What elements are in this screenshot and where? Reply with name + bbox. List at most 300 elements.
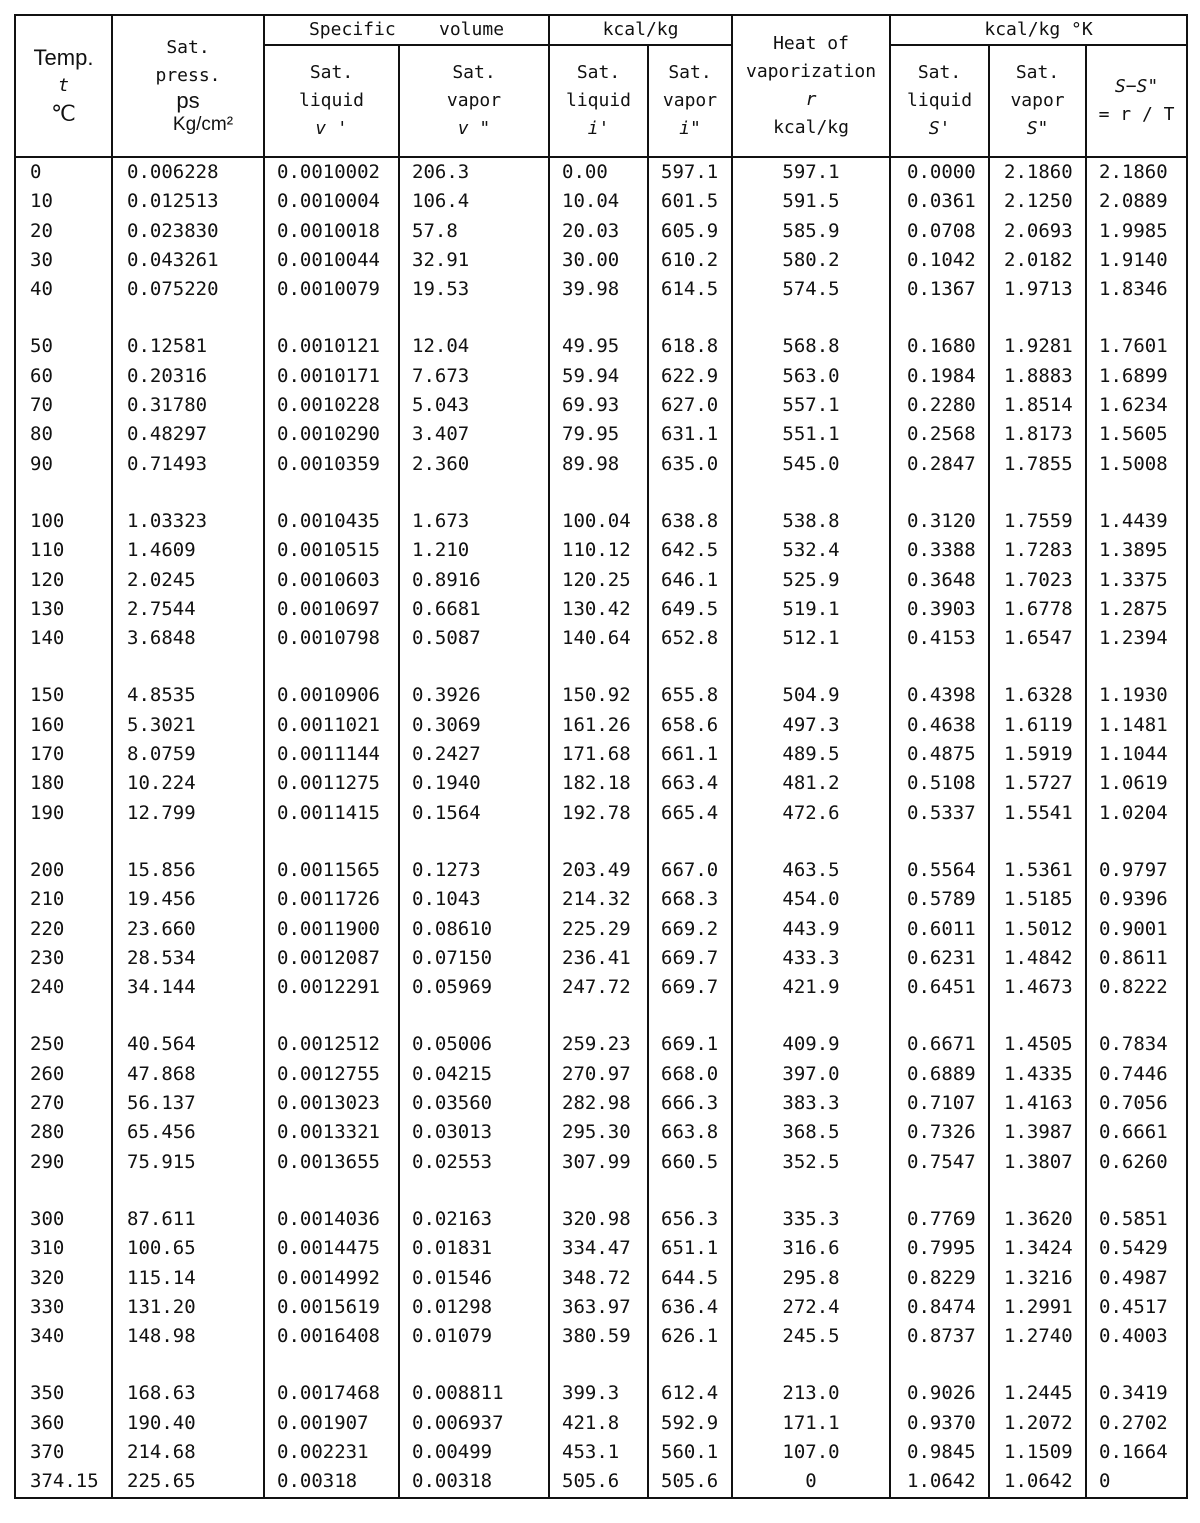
table-cell: 0.6451 (890, 973, 989, 1002)
table-cell: 0.0010171 (264, 362, 399, 391)
table-cell: 481.2 (732, 769, 890, 798)
table-cell: 2.1250 (989, 187, 1086, 216)
table-cell: 557.1 (732, 391, 890, 420)
header-sv-liquid-l2: liquid (298, 90, 365, 111)
table-cell: 250 (15, 1030, 112, 1059)
table-cell: 0.7446 (1086, 1060, 1187, 1089)
table-cell: 1.4505 (989, 1030, 1086, 1059)
table-cell: 57.8 (399, 217, 549, 246)
table-cell: 340 (15, 1322, 112, 1351)
table-cell: 236.41 (549, 944, 648, 973)
spacer-cell (648, 1351, 732, 1379)
spacer-cell (399, 304, 549, 332)
header-en-vapor-sym: i" (679, 118, 701, 139)
table-cell: 0.6011 (890, 915, 989, 944)
spacer-cell (15, 1002, 112, 1030)
table-cell: 563.0 (732, 362, 890, 391)
header-sv-vapor-sym: v " (457, 118, 491, 139)
table-cell: 320 (15, 1264, 112, 1293)
table-cell: 610.2 (648, 246, 732, 275)
table-cell: 1.6778 (989, 595, 1086, 624)
spacer-cell (399, 828, 549, 856)
table-cell: 131.20 (112, 1293, 264, 1322)
table-cell: 614.5 (648, 275, 732, 304)
table-cell: 0.6889 (890, 1060, 989, 1089)
table-cell: 1.9140 (1086, 246, 1187, 275)
table-cell: 0.0010121 (264, 332, 399, 361)
table-cell: 605.9 (648, 217, 732, 246)
spacer-cell (15, 653, 112, 681)
header-s-liquid-sym: S' (928, 118, 951, 139)
table-cell: 30 (15, 246, 112, 275)
spacer-cell (399, 1002, 549, 1030)
table-row (15, 1118, 1187, 1147)
table-row (15, 1293, 1187, 1322)
table-cell: 1.2875 (1086, 595, 1187, 624)
table-cell: 0.01079 (399, 1322, 549, 1351)
spacer-cell (264, 1002, 399, 1030)
table-cell: 50 (15, 332, 112, 361)
table-cell: 280 (15, 1118, 112, 1147)
table-cell: 0.5337 (890, 799, 989, 828)
spacer-cell (264, 479, 399, 507)
table-cell: 665.4 (648, 799, 732, 828)
table-cell: 1.3216 (989, 1264, 1086, 1293)
header-heat-vap-label1: Heat of (773, 33, 849, 54)
table-cell: 397.0 (732, 1060, 890, 1089)
table-cell: 585.9 (732, 217, 890, 246)
table-header (15, 15, 1187, 157)
table-cell: 368.5 (732, 1118, 890, 1147)
spacer-cell (648, 304, 732, 332)
table-cell: 370 (15, 1438, 112, 1467)
table-cell: 1.3424 (989, 1234, 1086, 1263)
spacer-cell (890, 304, 989, 332)
header-press-label2: press. (155, 65, 221, 86)
header-sv-vapor (399, 45, 549, 157)
table-cell: 1.6899 (1086, 362, 1187, 391)
table-cell: 1.9713 (989, 275, 1086, 304)
table-cell: 0.48297 (112, 420, 264, 449)
table-cell: 663.4 (648, 769, 732, 798)
table-cell: 0.043261 (112, 246, 264, 275)
spacer-cell (890, 653, 989, 681)
table-cell: 87.611 (112, 1205, 264, 1234)
table-cell: 206.3 (399, 157, 549, 187)
spacer-cell (399, 1177, 549, 1205)
header-s-vapor-l2: vapor (1010, 90, 1065, 111)
table-cell: 1.4439 (1086, 507, 1187, 536)
table-cell: 0.4517 (1086, 1293, 1187, 1322)
table-cell: 140.64 (549, 624, 648, 653)
table-cell: 348.72 (549, 1264, 648, 1293)
spacer-cell (264, 1351, 399, 1379)
spacer-cell (264, 828, 399, 856)
table-cell: 618.8 (648, 332, 732, 361)
spacer-cell (112, 304, 264, 332)
table-cell: 0.0010002 (264, 157, 399, 187)
header-sv-liquid (264, 45, 399, 157)
table-cell: 180 (15, 769, 112, 798)
table-cell: 5.3021 (112, 711, 264, 740)
table-cell: 335.3 (732, 1205, 890, 1234)
table-cell: 649.5 (648, 595, 732, 624)
table-cell: 0.0010435 (264, 507, 399, 536)
table-cell: 0.02553 (399, 1148, 549, 1177)
spacer-cell (648, 1002, 732, 1030)
table-cell: 0.0011565 (264, 856, 399, 885)
table-cell: 0.0010290 (264, 420, 399, 449)
spacer-cell (549, 828, 648, 856)
group-spacer (15, 828, 1187, 856)
table-cell: 316.6 (732, 1234, 890, 1263)
table-cell: 0.6681 (399, 595, 549, 624)
table-cell: 1.2072 (989, 1409, 1086, 1438)
header-en-liquid-l1: Sat. (576, 62, 621, 83)
table-cell: 0.08610 (399, 915, 549, 944)
table-cell: 89.98 (549, 450, 648, 479)
table-row (15, 1322, 1187, 1351)
table-cell: 0.008811 (399, 1379, 549, 1408)
table-cell: 0.0010515 (264, 536, 399, 565)
spacer-cell (112, 1002, 264, 1030)
table-cell: 489.5 (732, 740, 890, 769)
table-cell: 472.6 (732, 799, 890, 828)
table-row (15, 1438, 1187, 1467)
table-cell: 270.97 (549, 1060, 648, 1089)
table-cell: 190 (15, 799, 112, 828)
table-cell: 663.8 (648, 1118, 732, 1147)
spacer-cell (112, 828, 264, 856)
group-spacer (15, 304, 1187, 332)
spacer-cell (890, 479, 989, 507)
spacer-cell (890, 1002, 989, 1030)
table-cell: 380.59 (549, 1322, 648, 1351)
table-row (15, 1234, 1187, 1263)
table-cell: 443.9 (732, 915, 890, 944)
table-cell: 642.5 (648, 536, 732, 565)
header-specific-volume-label: Specific volume (308, 19, 505, 40)
table-cell: 0.0014036 (264, 1205, 399, 1234)
header-temp-label: Temp. (33, 45, 94, 70)
table-cell: 0.5564 (890, 856, 989, 885)
group-spacer (15, 479, 1187, 507)
table-cell: 0.5789 (890, 885, 989, 914)
table-cell: 0.6260 (1086, 1148, 1187, 1177)
header-press (112, 15, 264, 157)
table-cell: 214.68 (112, 1438, 264, 1467)
table-cell: 40.564 (112, 1030, 264, 1059)
table-cell: 0.7769 (890, 1205, 989, 1234)
spacer-cell (1086, 1351, 1187, 1379)
table-row (15, 536, 1187, 565)
spacer-cell (549, 1002, 648, 1030)
table-cell: 0.3388 (890, 536, 989, 565)
table-cell: 47.868 (112, 1060, 264, 1089)
table-cell: 225.29 (549, 915, 648, 944)
header-press-unit: Kg/cm² (172, 114, 234, 135)
table-cell: 65.456 (112, 1118, 264, 1147)
header-sv-liquid-sym: v ' (315, 118, 348, 139)
table-cell: 0.01298 (399, 1293, 549, 1322)
table-row (15, 1148, 1187, 1177)
spacer-cell (989, 304, 1086, 332)
table-cell: 0.02163 (399, 1205, 549, 1234)
table-cell: 0.7056 (1086, 1089, 1187, 1118)
table-cell: 171.68 (549, 740, 648, 769)
header-temp (15, 15, 112, 157)
table-cell: 627.0 (648, 391, 732, 420)
spacer-cell (112, 653, 264, 681)
table-cell: 0.0011415 (264, 799, 399, 828)
table-cell: 532.4 (732, 536, 890, 565)
spacer-cell (648, 479, 732, 507)
table-cell: 0.0011726 (264, 885, 399, 914)
table-cell: 0.4003 (1086, 1322, 1187, 1351)
table-cell: 668.0 (648, 1060, 732, 1089)
table-cell: 519.1 (732, 595, 890, 624)
table-cell: 0.20316 (112, 362, 264, 391)
header-heat-vap-label2: vaporization (746, 61, 877, 82)
header-press-label1: Sat. (166, 37, 210, 58)
table-cell: 1.7283 (989, 536, 1086, 565)
table-cell: 0.006228 (112, 157, 264, 187)
spacer-cell (1086, 1002, 1187, 1030)
table-cell: 644.5 (648, 1264, 732, 1293)
table-cell: 295.8 (732, 1264, 890, 1293)
spacer-cell (1086, 304, 1187, 332)
table-cell: 110.12 (549, 536, 648, 565)
table-cell: 655.8 (648, 681, 732, 710)
table-cell: 28.534 (112, 944, 264, 973)
table-cell: 0.0013655 (264, 1148, 399, 1177)
group-spacer (15, 1351, 1187, 1379)
table-cell: 4.8535 (112, 681, 264, 710)
table-cell: 1.5008 (1086, 450, 1187, 479)
spacer-cell (989, 1351, 1086, 1379)
table-cell: 15.856 (112, 856, 264, 885)
table-cell: 34.144 (112, 973, 264, 1002)
table-row (15, 1467, 1187, 1497)
spacer-cell (112, 1177, 264, 1205)
table-cell: 0.0010044 (264, 246, 399, 275)
table-cell: 32.91 (399, 246, 549, 275)
table-cell: 2.360 (399, 450, 549, 479)
spacer-cell (264, 653, 399, 681)
table-row (15, 217, 1187, 246)
table-cell: 0.00318 (399, 1467, 549, 1497)
header-sv-vapor-l2: vapor (446, 90, 502, 111)
table-cell: 0.07150 (399, 944, 549, 973)
table-cell: 1.2445 (989, 1379, 1086, 1408)
table-row (15, 711, 1187, 740)
spacer-cell (1086, 1177, 1187, 1205)
spacer-cell (15, 1177, 112, 1205)
table-cell: 1.6119 (989, 711, 1086, 740)
table-cell: 40 (15, 275, 112, 304)
spacer-cell (264, 304, 399, 332)
header-enthalpy-label: kcal/kg (602, 19, 679, 40)
table-cell: 0.05969 (399, 973, 549, 1002)
table-cell: 0.2427 (399, 740, 549, 769)
table-cell: 0.1043 (399, 885, 549, 914)
spacer-cell (732, 1351, 890, 1379)
table-cell: 0.2702 (1086, 1409, 1187, 1438)
table-cell: 1.673 (399, 507, 549, 536)
table-row (15, 740, 1187, 769)
table-cell: 0.002231 (264, 1438, 399, 1467)
spacer-cell (549, 653, 648, 681)
table-cell: 2.1860 (1086, 157, 1187, 187)
header-sv-liquid-l1: Sat. (309, 62, 354, 83)
header-s-liquid-l2: liquid (907, 90, 973, 111)
spacer-cell (549, 1177, 648, 1205)
table-cell: 0.001907 (264, 1409, 399, 1438)
table-cell: 245.5 (732, 1322, 890, 1351)
table-cell: 352.5 (732, 1148, 890, 1177)
table-cell: 203.49 (549, 856, 648, 885)
table-cell: 512.1 (732, 624, 890, 653)
table-cell: 0.1940 (399, 769, 549, 798)
table-cell: 0.6671 (890, 1030, 989, 1059)
table-row (15, 507, 1187, 536)
table-row (15, 1264, 1187, 1293)
table-row (15, 332, 1187, 361)
table-cell: 0.9396 (1086, 885, 1187, 914)
table-cell: 1.6328 (989, 681, 1086, 710)
table-cell: 1.0204 (1086, 799, 1187, 828)
table-cell: 1.5361 (989, 856, 1086, 885)
table-cell: 1.03323 (112, 507, 264, 536)
table-cell: 409.9 (732, 1030, 890, 1059)
table-cell: 597.1 (648, 157, 732, 187)
spacer-cell (989, 1002, 1086, 1030)
table-cell: 1.3375 (1086, 566, 1187, 595)
table-cell: 505.6 (648, 1467, 732, 1497)
table-cell: 0 (15, 157, 112, 187)
spacer-cell (1086, 653, 1187, 681)
header-s-diff-l2: = r / T (1098, 104, 1175, 125)
table-cell: 0.0010079 (264, 275, 399, 304)
table-cell: 8.0759 (112, 740, 264, 769)
table-cell: 0.0014992 (264, 1264, 399, 1293)
spacer-cell (399, 1351, 549, 1379)
table-cell: 0.01831 (399, 1234, 549, 1263)
table-cell: 0.0012291 (264, 973, 399, 1002)
table-cell: 2.0182 (989, 246, 1086, 275)
table-cell: 200 (15, 856, 112, 885)
table-cell: 0.0010359 (264, 450, 399, 479)
table-cell: 1.3807 (989, 1148, 1086, 1177)
table-cell: 75.915 (112, 1148, 264, 1177)
table-cell: 2.7544 (112, 595, 264, 624)
table-cell: 0.4638 (890, 711, 989, 740)
spacer-cell (549, 1351, 648, 1379)
table-cell: 140 (15, 624, 112, 653)
table-cell: 545.0 (732, 450, 890, 479)
table-cell: 0.4398 (890, 681, 989, 710)
table-cell: 592.9 (648, 1409, 732, 1438)
table-cell: 170 (15, 740, 112, 769)
table-cell: 612.4 (648, 1379, 732, 1408)
table-cell: 635.0 (648, 450, 732, 479)
table-cell: 1.4163 (989, 1089, 1086, 1118)
table-row (15, 450, 1187, 479)
header-heat-vap (732, 15, 890, 157)
table-cell: 505.6 (549, 1467, 648, 1497)
table-cell: 0.0012512 (264, 1030, 399, 1059)
table-cell: 0.3419 (1086, 1379, 1187, 1408)
table-cell: 2.0245 (112, 566, 264, 595)
table-cell: 1.4842 (989, 944, 1086, 973)
table-cell: 0.05006 (399, 1030, 549, 1059)
table-cell: 310 (15, 1234, 112, 1263)
spacer-cell (15, 479, 112, 507)
table-cell: 1.210 (399, 536, 549, 565)
table-cell: 1.8514 (989, 391, 1086, 420)
table-cell: 0.8222 (1086, 973, 1187, 1002)
table-row (15, 157, 1187, 187)
table-cell: 1.3620 (989, 1205, 1086, 1234)
table-cell: 0 (1086, 1467, 1187, 1497)
table-cell: 0.006937 (399, 1409, 549, 1438)
spacer-cell (989, 1177, 1086, 1205)
header-entropy (890, 15, 1187, 45)
table-row (15, 1409, 1187, 1438)
spacer-cell (732, 828, 890, 856)
table-cell: 453.1 (549, 1438, 648, 1467)
table-cell: 0.0012087 (264, 944, 399, 973)
table-cell: 150 (15, 681, 112, 710)
table-cell: 0.0708 (890, 217, 989, 246)
table-cell: 290 (15, 1148, 112, 1177)
table-cell: 667.0 (648, 856, 732, 885)
table-cell: 182.18 (549, 769, 648, 798)
header-s-liquid-l1: Sat. (917, 62, 962, 83)
header-sv-vapor-l1: Sat. (452, 62, 496, 83)
table-cell: 150.92 (549, 681, 648, 710)
table-cell: 190.40 (112, 1409, 264, 1438)
table-cell: 80 (15, 420, 112, 449)
table-cell: 0.0015619 (264, 1293, 399, 1322)
table-cell: 70 (15, 391, 112, 420)
table-cell: 1.8883 (989, 362, 1086, 391)
table-cell: 39.98 (549, 275, 648, 304)
table-cell: 363.97 (549, 1293, 648, 1322)
table-cell: 591.5 (732, 187, 890, 216)
table-cell: 1.8346 (1086, 275, 1187, 304)
spacer-cell (1086, 828, 1187, 856)
table-cell: 1.5185 (989, 885, 1086, 914)
table-row (15, 1030, 1187, 1059)
table-cell: 0.9001 (1086, 915, 1187, 944)
table-cell: 259.23 (549, 1030, 648, 1059)
header-en-liquid (549, 45, 648, 157)
table-cell: 0.0011275 (264, 769, 399, 798)
spacer-cell (989, 653, 1086, 681)
header-en-vapor-l2: vapor (662, 90, 718, 111)
table-cell: 0.31780 (112, 391, 264, 420)
spacer-cell (549, 479, 648, 507)
table-cell: 669.2 (648, 915, 732, 944)
table-cell: 1.6547 (989, 624, 1086, 653)
table-cell: 652.8 (648, 624, 732, 653)
table-row (15, 1205, 1187, 1234)
table-cell: 0.5108 (890, 769, 989, 798)
table-cell: 0.0011021 (264, 711, 399, 740)
table-cell: 580.2 (732, 246, 890, 275)
table-cell: 49.95 (549, 332, 648, 361)
